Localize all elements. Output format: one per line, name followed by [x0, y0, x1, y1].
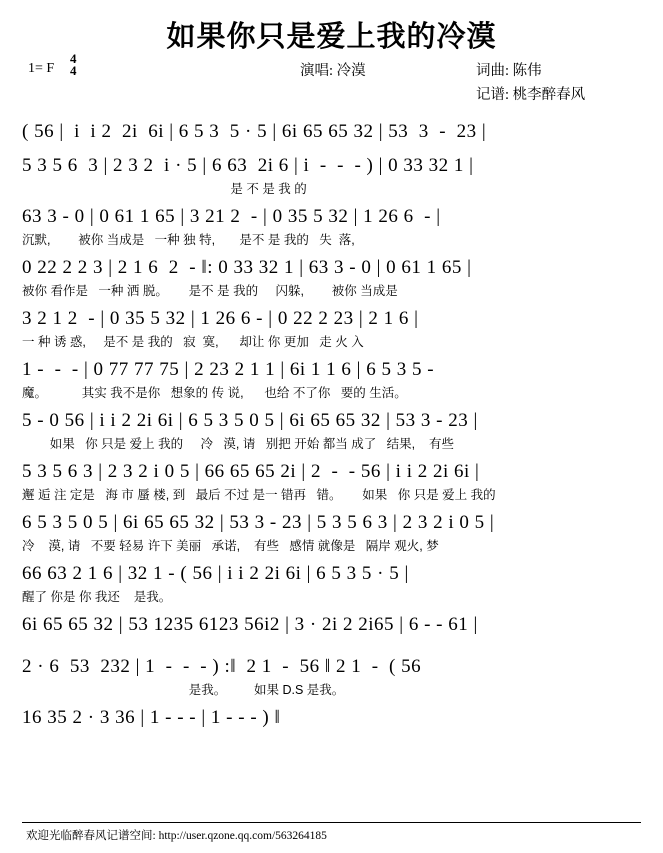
- staff-line: [22, 355, 641, 402]
- lyrics-row: 一 种 诱 惑, 是不 是 我的 寂 寞, 却让 你 更加 走 火 入: [22, 335, 364, 349]
- notation-row: 6i 65 65 32 | 53 1235 6123 56i2 | 3 · 2i 2 2i65 | 6 - - 61 |: [22, 614, 478, 635]
- music-body: [0, 117, 663, 741]
- notation-row: 0 22 2 2 3 | 2 1 6 2 - ‖: 0 33 32 1 | 63 3 - 0 | 0 61 1 65 |: [22, 257, 472, 278]
- notation-row: 66 63 2 1 6 | 32 1 - ( 56 | i i 2 2i 6i | 6 5 3 5 · 5 |: [22, 563, 409, 584]
- notation-row: 5 - 0 56 | i i 2 2i 6i | 6 5 3 5 0 5 | 6i 65 65 32 | 53 3 - 23 |: [22, 410, 478, 431]
- lyrics-row: 沉默, 被你 当成是 一种 独 特, 是不 是 我的 失 落,: [22, 233, 355, 247]
- lyrics-row: [22, 640, 641, 648]
- staff-line: [22, 559, 641, 606]
- notation-row: 63 3 - 0 | 0 61 1 65 | 3 21 2 - | 0 35 5 32 | 1 26 6 - |: [22, 206, 441, 227]
- staff-line: [22, 253, 641, 300]
- lyrics-row: 冷 漠, 请 不要 轻易 许下 美丽 承诺, 有些 感情 就像是 隔岸 观火, 梦: [22, 539, 439, 553]
- score-metadata: [0, 51, 663, 103]
- notator-credit: 记谱: 桃李醉春风: [476, 87, 586, 103]
- key-signature: 1= F: [28, 61, 55, 76]
- lyrics-row: 魔。 其实 我不是你 想象的 传 说, 也给 不了你 要的 生活。: [22, 386, 407, 400]
- lyrics-row: 被你 看作是 一种 洒 脱。 是不 是 我的 闪躲, 被你 当成是: [22, 284, 398, 298]
- staff-line: [22, 117, 641, 147]
- lyrics-row: 邂 逅 注 定是 海 市 蜃 楼, 到 最后 不过 是一 错再 错。 如果 你 只是 爱上 我的: [22, 488, 496, 502]
- time-signature: [70, 53, 77, 76]
- staff-line: [22, 610, 641, 648]
- lyricist-credit: 词曲: 陈伟: [476, 63, 542, 79]
- singer-credit: 演唱: 冷漠: [300, 63, 366, 79]
- staff-line: [22, 457, 641, 504]
- notation-row: 6 5 3 5 0 5 | 6i 65 65 32 | 53 3 - 23 | 5 3 5 6 3 | 2 3 2 i 0 5 |: [22, 512, 495, 533]
- notation-row: 5 3 5 6 3 | 2 3 2 i 0 5 | 66 65 65 2i | 2 - - 56 | i i 2 2i 6i |: [22, 461, 480, 482]
- staff-line: [22, 151, 641, 198]
- lyrics-row: [22, 733, 641, 741]
- footer-divider: [22, 822, 641, 823]
- staff-line: [22, 304, 641, 351]
- notation-row: ( 56 | i i 2 2i 6i | 6 5 3 5 · 5 | 6i 65 65 32 | 53 3 - 23 |: [22, 121, 487, 142]
- notation-row: 16 35 2 · 3 36 | 1 - - - | 1 - - - ) ‖: [22, 707, 281, 728]
- notation-row: 2 · 6 53 232 | 1 - - - ) :‖ 2 1 - 56 ‖ 2 1 - ( 56: [22, 656, 422, 677]
- staff-line: [22, 202, 641, 249]
- lyrics-row: 醒了 你是 你 我还 是我。: [22, 590, 172, 604]
- staff-line: [22, 406, 641, 453]
- staff-line: [22, 652, 641, 699]
- time-signature-numerator: 4: [70, 51, 77, 66]
- notation-row: 3 2 1 2 - | 0 35 5 32 | 1 26 6 - | 0 22 2 23 | 2 1 6 |: [22, 308, 419, 329]
- lyrics-row: 是 不 是 我 的: [22, 182, 307, 196]
- lyrics-row: 如果 你 只是 爱上 我的 冷 漠, 请 别把 开始 都当 成了 结果, 有些: [22, 437, 454, 451]
- notation-row: 5 3 5 6 3 | 2 3 2 i · 5 | 6 63 2i 6 | i - - - ) | 0 33 32 1 |: [22, 155, 474, 176]
- sheet-music-page: [0, 14, 663, 853]
- footer-credit: 欢迎光临醉春风记谱空间: http://user.qzone.qq.com/563264185: [26, 830, 327, 842]
- staff-line: [22, 703, 641, 741]
- page-title: 如果你只是爱上我的冷漠: [166, 21, 497, 53]
- lyrics-row: 是我。 如果 D.S 是我。: [22, 683, 345, 697]
- staff-line: [22, 508, 641, 555]
- notation-row: 1 - - - | 0 77 77 75 | 2 23 2 1 1 | 6i 1 1 6 | 6 5 3 5 -: [22, 359, 435, 380]
- time-signature-denominator: 4: [70, 63, 77, 78]
